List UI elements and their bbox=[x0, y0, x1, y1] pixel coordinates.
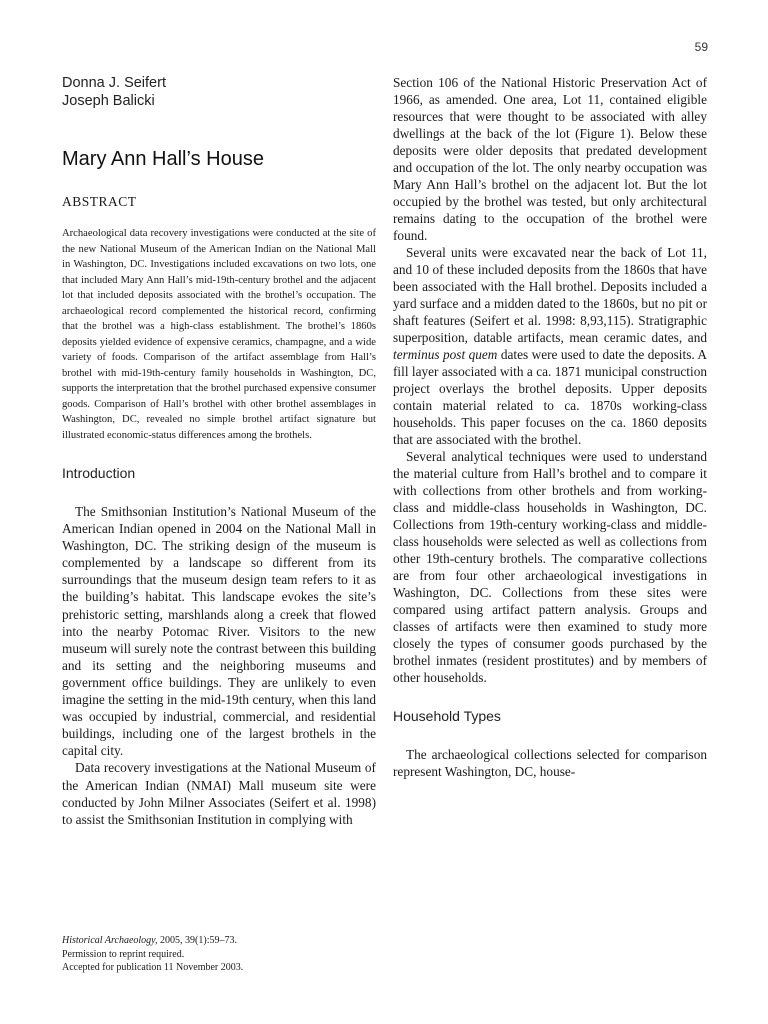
body-paragraph: The archaeological collections selected for comparison represent Washington, DC, house- bbox=[393, 747, 707, 779]
acceptance-note: Accepted for publication 11 November 2003. bbox=[62, 962, 244, 973]
abstract-text: Archaeological data recovery investigations were conducted at the site of the new National Museum of the American Indian on the National Mall in Washington, DC. Investigations included excavations on two lots, one that included Mary Ann Hall’s mid-19th-century brothel and the adjacent lot that included deposits associated with the brothel’s occupation. The archaeological record complemented the historical record, confirming that the brothel was a high-class establishment. The brothel’s 1860s deposits yielded evidence of expensive ceramics, champagne, and a wide variety of foods. Comparison of the artifact assemblage from Hall’s brothel with mid-19th-century family households in Washington, DC, supports the interpretation that the brothel purchased expensive consumer goods. Comparison of Hall’s brothel with other brothel assemblages in Washington, DC, revealed no simple brothel artifact signature but illustrated economic-status differences among the brothels. bbox=[62, 228, 376, 441]
body-paragraph: The Smithsonian Institution’s National Museum of the American Indian opened in 2004 on the National Mall in Washington, DC. The striking design of the museum is complemented by a landscape so different from its surroundings that the museum design team refers to it as the building’s habitat. This landscape evokes the site’s prehistoric setting, marshlands along a creek that flowed into the nearby Potomac River. Visitors to the new museum will surely note the contrast between this building and its setting and the neighboring museums and government office buildings. They are unlikely to even imagine the setting in the mid-19th century, when this land was occupied by industrial, commercial, and residential buildings, including one of the largest brothels in the capital city. bbox=[62, 504, 376, 759]
household-types-heading: Household Types bbox=[393, 708, 501, 724]
body-paragraph bbox=[393, 244, 707, 448]
left-column bbox=[62, 74, 376, 828]
introduction-heading: Introduction bbox=[62, 465, 136, 481]
right-column bbox=[393, 74, 707, 780]
article-title: Mary Ann Hall’s House bbox=[62, 148, 264, 170]
body-paragraph: Several analytical techniques were used to understand the material culture from Hall’s brothel and to compare it with collections from other brothels and from working-class and middle-class households in Washington, DC. Collections from 19th-century working-class and middle-class households were selected as well as collections from other 19th-century brothels. The comparative collections are from four other archaeological investigations in Washington, DC. Collections from these sites were compared using artifact pattern analysis. Groups and classes of artifacts were then examined to study more closely the types of consumer goods purchased by the brothel inmates (resident prostitutes) and by members of other households. bbox=[393, 449, 707, 685]
italic-term: terminus post quem bbox=[393, 347, 498, 362]
paragraph-text: Several units were excavated near the back of Lot 11, and 10 of these included deposits from the 1860s that have been associated with the Hall brothel. Deposits included a yard surface and a midden dated to the 1860s, but no pit or shaft features (Seifert et al. 1998: 8,93,115). Stratigraphic superposition, datable artifacts, mean ceramic dates, and bbox=[393, 245, 707, 345]
author-list bbox=[62, 74, 376, 110]
journal-name: Historical Archaeology, bbox=[62, 935, 158, 946]
body-paragraph: Section 106 of the National Historic Preservation Act of 1966, as amended. One area, Lot 11, contained eligible resources that were thought to be associated with alley dwellings at the back of the lot (Figure 1). Below these deposits were older deposits that predated development and occupation of the lot. The only nearby occupation was Mary Ann Hall’s brothel on the adjacent lot. But the lot occupied by the brothel was tested, but only architectural remains dating to the occupation of the brothel were found. bbox=[393, 75, 707, 243]
publication-footnote bbox=[62, 934, 376, 975]
page-number: 59 bbox=[694, 40, 708, 54]
permission-note: Permission to reprint required. bbox=[62, 948, 185, 960]
abstract-heading: ABSTRACT bbox=[62, 194, 137, 209]
paragraph-text: dates were used to date the deposits. A fill layer associated with a ca. 1871 municipal construction project overlays the brothel deposits. Upper deposits contain material related to ca. 1870s working-class households. This paper focuses on the ca. 1860 deposits that are associated with the brothel. bbox=[393, 347, 708, 447]
body-paragraph: Data recovery investigations at the National Museum of the American Indian (NMAI) Mall museum site were conducted by John Milner Associates (Seifert et al. 1998) to assist the Smithsonian Institution in complying with bbox=[62, 760, 376, 827]
author-name: Donna J. Seifert bbox=[62, 75, 166, 91]
citation-line bbox=[62, 934, 376, 948]
author-name: Joseph Balicki bbox=[62, 93, 155, 109]
journal-details: 2005, 39(1):59–73. bbox=[157, 935, 237, 946]
